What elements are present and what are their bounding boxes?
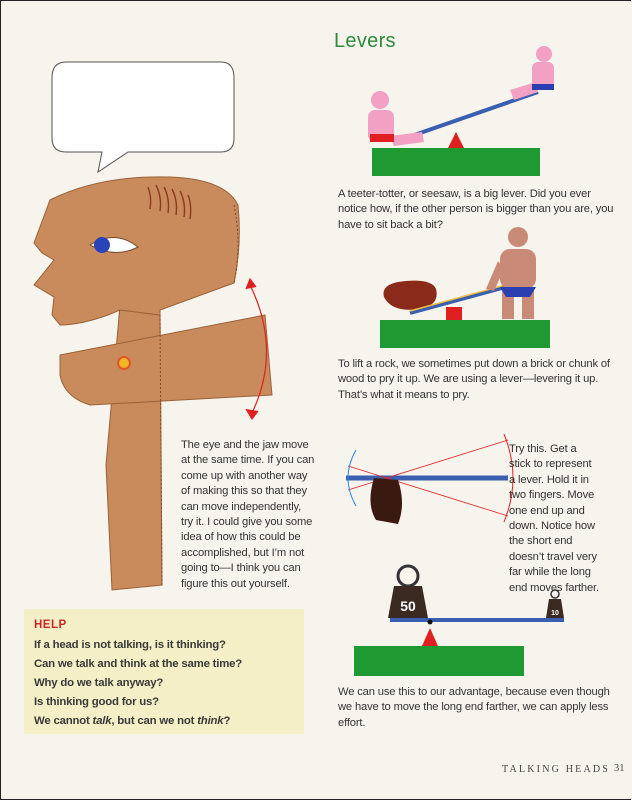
weights-lever-illustration [350,562,590,682]
man-figure [486,227,536,319]
help-question: Is thinking good for us? [34,696,159,708]
help-title: HELP [34,619,67,631]
svg-text:10: 10 [551,610,559,617]
page-title: Levers [334,30,396,52]
weight-10 [546,590,564,618]
help-question: We cannot talk, but can we not think? [34,715,231,727]
rock-lever-illustration [370,225,570,355]
rock-caption: To lift a rock, we sometimes put down a brick or chunk of wood to pry it up. We are using a lever—levering it up. That’s what it means to pry. [338,358,610,401]
seesaw-illustration [360,40,560,190]
page-number: 31 [614,763,625,774]
help-box [24,609,304,734]
seesaw-caption: A teeter-totter, or seesaw, is a big lever. Did you ever notice how, if the other person is bigger than you are, you have to sit back a bit? [338,188,614,231]
finger-lever-diagram [336,420,516,530]
try-caption: Try this. Get a stick to represent a lever. Hold it in two fingers. Move one end up and down. Notice how the short end doesn’t travel very far while the long end moves farther. [509,443,599,594]
weight-50 [388,566,428,618]
help-question: Why do we talk anyway? [34,677,164,689]
help-question: If a head is not talking, is it thinking? [34,639,226,651]
help-question: Can we talk and think at the same time? [34,658,243,670]
svg-text:50: 50 [400,598,416,614]
weights-caption: We can use this to our advantage, because even though we have to move the long end farther, we can apply less effort. [338,686,610,729]
running-head: TALKING HEADS [502,764,611,775]
child-figure [510,46,554,100]
pivot-fastener [118,357,130,369]
head-caption: The eye and the jaw move at the same time. If you can come up with another way of making this so that they can move independently, try it. I could give you some idea of how this could be accomplished, but I’m not going to—I think you can figure this out yourself. [181,439,315,590]
speech-bubble [36,60,256,180]
